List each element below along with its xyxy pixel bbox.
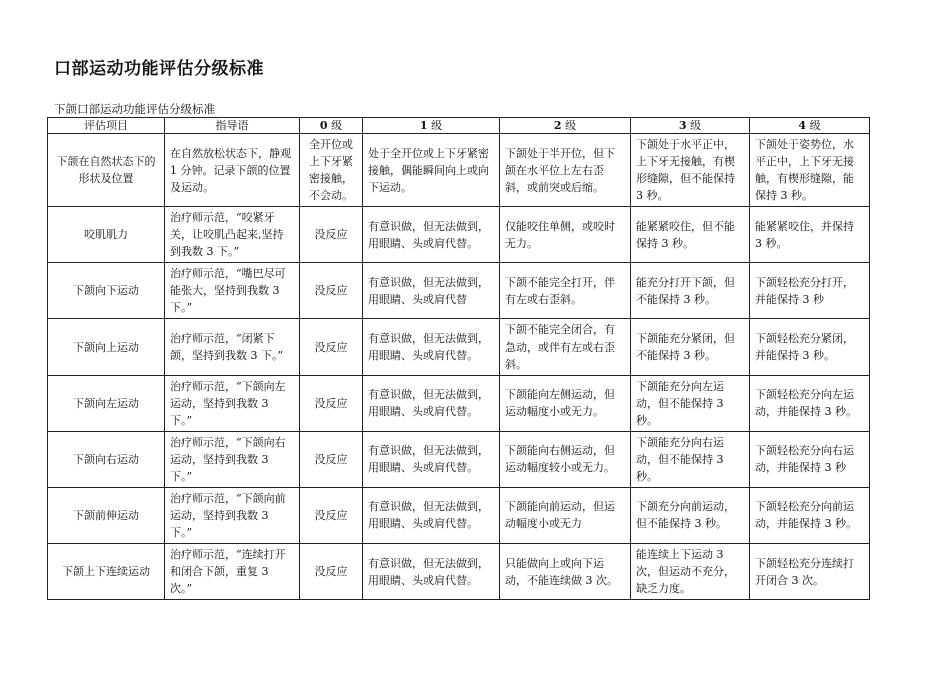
cell-grade-0: 没反应: [300, 207, 363, 263]
assessment-table: [47, 117, 870, 600]
cell-item: 下颌向上运动: [48, 319, 165, 375]
cell-grade-3: 能充分打开下颌，但不能保持 3 秒。: [631, 263, 750, 319]
cell-grade-4: 下颌轻松充分打开，并能保持 3 秒: [750, 263, 870, 319]
cell-grade-3: 下颌能充分向右运动，但不能保持 3 秒。: [631, 431, 750, 487]
table-caption: 下颌口部运动功能评估分级标准: [54, 102, 215, 116]
header-grade-2-num: 2: [553, 119, 562, 132]
header-grade-4-num: 4: [798, 119, 807, 132]
table-row: [48, 544, 870, 600]
cell-grade-4: 下颌轻松充分向左运动，并能保持 3 秒。: [750, 375, 870, 431]
cell-grade-1: 有意识做，但无法做到，用眼睛、头或肩代替。: [363, 487, 500, 543]
cell-grade-2: 下颌不能完全打开，伴有左或右歪斜。: [500, 263, 631, 319]
header-grade-1: [363, 118, 500, 134]
header-grade-1-unit: 级: [427, 119, 443, 132]
cell-guide: 治疗师示范，“连续打开和闭合下颌，重复 3 次。”: [165, 544, 300, 600]
table-row: [48, 207, 870, 263]
cell-item: 下颌向左运动: [48, 375, 165, 431]
header-guide: 指导语: [165, 118, 300, 134]
cell-guide: 治疗师示范，“下颌向右运动，坚持到我数 3 下。”: [165, 431, 300, 487]
cell-grade-2: 下颌处于半开位，但下颌在水平位上左右歪斜，或前突或后缩。: [500, 134, 631, 207]
cell-grade-4: 下颌处于姿势位，水平正中，上下牙无接触，有楔形缝隙，能保持 3 秒。: [750, 134, 870, 207]
cell-grade-2: 下颌能向右侧运动，但运动幅度较小或无力。: [500, 431, 631, 487]
cell-grade-0: 没反应: [300, 319, 363, 375]
cell-grade-4: 下颌轻松充分向前运动，并能保持 3 秒。: [750, 487, 870, 543]
page-title: 口部运动功能评估分级标准: [54, 59, 264, 79]
header-grade-0-num: 0: [319, 119, 328, 132]
cell-grade-4: 能紧紧咬住，并保持 3 秒。: [750, 207, 870, 263]
cell-grade-3: 下颌能充分向左运动，但不能保持 3 秒。: [631, 375, 750, 431]
table-header-row: [48, 118, 870, 134]
cell-item: 下颌前伸运动: [48, 487, 165, 543]
table-row: [48, 134, 870, 207]
cell-guide: 在自然放松状态下，静观 1 分钟。记录下颌的位置及运动。: [165, 134, 300, 207]
cell-grade-0: 没反应: [300, 263, 363, 319]
cell-grade-0: 全开位或上下牙紧密接触，不会动。: [300, 134, 363, 207]
cell-grade-3: 下颌充分向前运动，但不能保持 3 秒。: [631, 487, 750, 543]
header-grade-0-unit: 级: [327, 119, 343, 132]
cell-grade-2: 下颌不能完全闭合，有急动，或伴有左或右歪斜。: [500, 319, 631, 375]
cell-grade-2: 下颌能向前运动，但运动幅度小或无力: [500, 487, 631, 543]
cell-item: 咬肌肌力: [48, 207, 165, 263]
header-grade-0: [300, 118, 363, 134]
cell-grade-2: 仅能咬住单侧，或咬时无力。: [500, 207, 631, 263]
cell-grade-0: 没反应: [300, 544, 363, 600]
header-grade-2: [500, 118, 631, 134]
cell-grade-0: 没反应: [300, 431, 363, 487]
cell-grade-1: 有意识做，但无法做到，用眼睛、头或肩代替。: [363, 319, 500, 375]
cell-guide: 治疗师示范，“闭紧下颌，坚持到我数 3 下。”: [165, 319, 300, 375]
cell-item: 下颌向右运动: [48, 431, 165, 487]
header-grade-3-unit: 级: [686, 119, 702, 132]
cell-item: 下颌向下运动: [48, 263, 165, 319]
cell-grade-1: 有意识做，但无法做到，用眼睛、头或肩代替。: [363, 544, 500, 600]
table-row: [48, 431, 870, 487]
cell-grade-3: 下颌能充分紧闭，但不能保持 3 秒。: [631, 319, 750, 375]
cell-grade-4: 下颌轻松充分紧闭，并能保持 3 秒。: [750, 319, 870, 375]
cell-grade-3: 下颌处于水平正中，上下牙无接触，有楔形缝隙，但不能保持 3 秒。: [631, 134, 750, 207]
cell-grade-1: 处于全开位或上下牙紧密接触，偶能瞬间向上或向下运动。: [363, 134, 500, 207]
header-item: 评估项目: [48, 118, 165, 134]
cell-guide: 治疗师示范，“咬紧牙关，让咬肌凸起来,坚持到我数 3 下。”: [165, 207, 300, 263]
header-grade-2-unit: 级: [561, 119, 577, 132]
cell-grade-1: 有意识做，但无法做到，用眼睛、头或肩代替。: [363, 431, 500, 487]
cell-grade-2: 下颌能向左侧运动，但运动幅度小或无力。: [500, 375, 631, 431]
cell-grade-3: 能紧紧咬住，但不能保持 3 秒。: [631, 207, 750, 263]
cell-grade-1: 有意识做，但无法做到，用眼睛、头或肩代替: [363, 263, 500, 319]
table-row: [48, 487, 870, 543]
table-row: [48, 375, 870, 431]
cell-grade-4: 下颌轻松充分向右运动，并能保持 3 秒: [750, 431, 870, 487]
header-grade-1-num: 1: [419, 119, 428, 132]
cell-guide: 治疗师示范，“下颌向左运动，坚持到我数 3 下。”: [165, 375, 300, 431]
cell-grade-1: 有意识做，但无法做到，用眼睛、头或肩代替。: [363, 375, 500, 431]
cell-guide: 治疗师示范，“嘴巴尽可能张大，坚持到我数 3 下。”: [165, 263, 300, 319]
cell-item: 下颌上下连续运动: [48, 544, 165, 600]
cell-item: 下颌在自然状态下的形状及位置: [48, 134, 165, 207]
header-grade-4: [750, 118, 870, 134]
cell-grade-1: 有意识做，但无法做到，用眼睛、头或肩代替。: [363, 207, 500, 263]
cell-grade-4: 下颌轻松充分连续打开闭合 3 次。: [750, 544, 870, 600]
cell-grade-0: 没反应: [300, 487, 363, 543]
header-grade-4-unit: 级: [806, 119, 821, 132]
header-grade-3: [631, 118, 750, 134]
table-row: [48, 319, 870, 375]
cell-guide: 治疗师示范，“下颌向前运动，坚持到我数 3 下。”: [165, 487, 300, 543]
header-grade-3-num: 3: [678, 119, 687, 132]
table-row: [48, 263, 870, 319]
cell-grade-3: 能连续上下运动 3 次，但运动不充分，缺乏力度。: [631, 544, 750, 600]
cell-grade-2: 只能做向上或向下运动，不能连续做 3 次。: [500, 544, 631, 600]
cell-grade-0: 没反应: [300, 375, 363, 431]
